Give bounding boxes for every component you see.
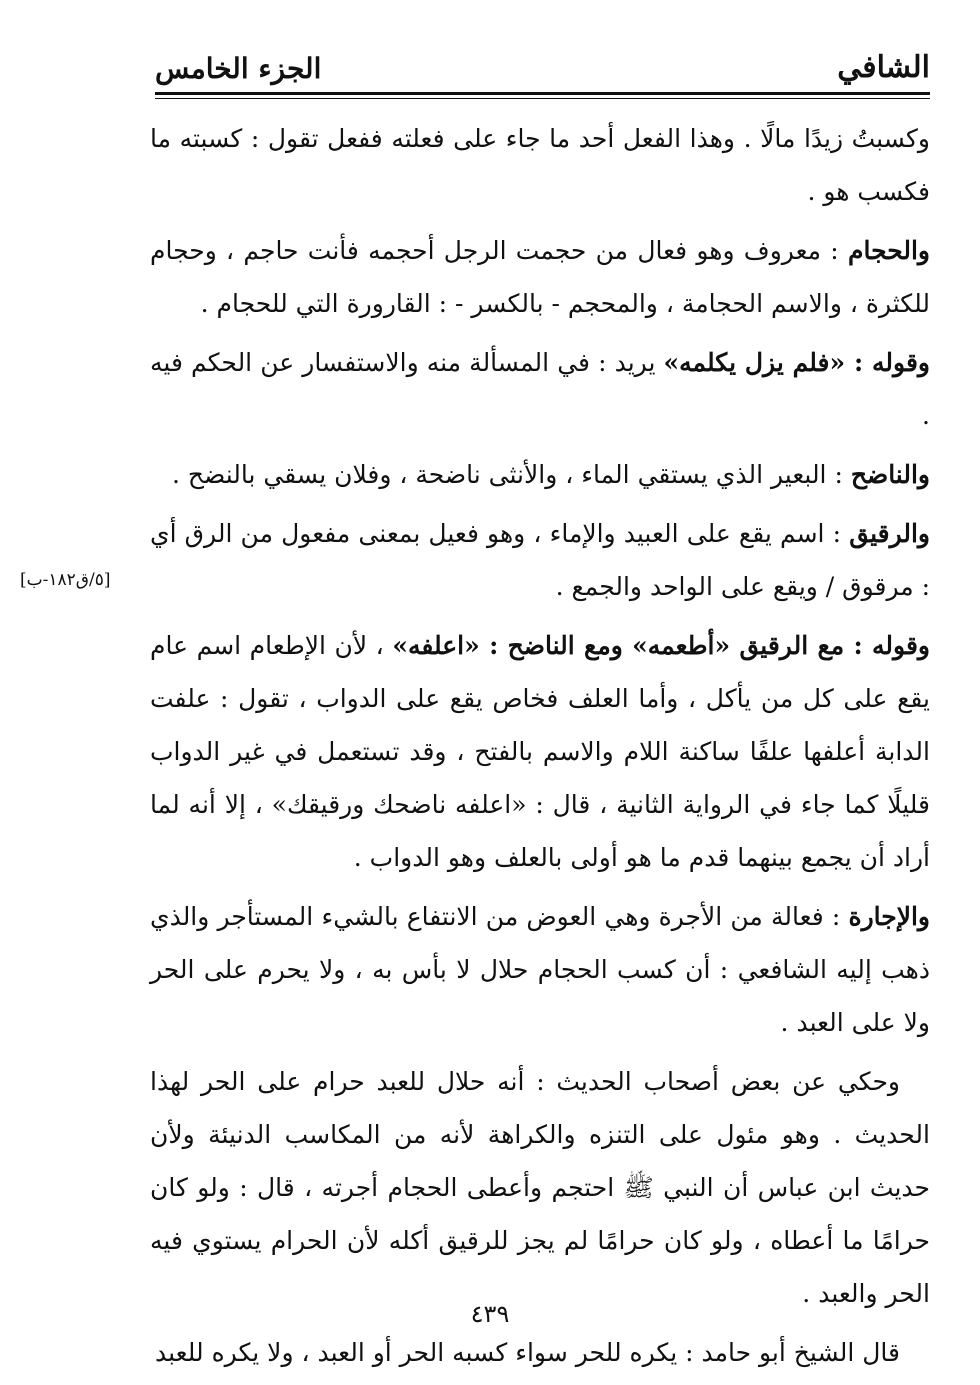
term-raqiq: والرقيق — [849, 519, 930, 548]
paragraph-text: وحكي عن بعض أصحاب الحديث : أنه حلال للعبد حرام على الحر لهذا الحديث . وهو مئول على التنزه والكراهة لأنه من المكاسب الدنيئة ولأن حديث ابن عباس أن النبي ﷺ احتجم وأعطى الحجام أجرته ، قال : ولو كان حرامًا ما أعطاه ، ولو كان حرامًا لم يجز للرقيق أكله لأن الحرام يستوي فيه الحر والعبد . — [150, 1067, 930, 1308]
term-ijara: والإجارة — [848, 902, 930, 931]
paragraph-ijara — [150, 890, 930, 1049]
manuscript-folio-reference: [٥/ق١٨٢-ب] — [20, 570, 111, 590]
paragraph-text: وكسبتُ زيدًا مالًا . وهذا الفعل أحد ما جاء على فعلته ففعل تقول : كسبته ما فكسب هو . — [150, 124, 930, 206]
paragraph-text: : معروف وهو فعال من حجمت الرجل أحجمه فأنت حاجم ، وحجام للكثرة ، والاسم الحجامة ، والمحجم - بالكسر - : القارورة التي للحجام . — [150, 236, 930, 318]
header-rule-thick — [155, 92, 930, 95]
header-rule-thin — [155, 98, 930, 99]
paragraph-text: يريد : في المسألة منه والاستفسار عن الحكم فيه . — [150, 348, 930, 430]
page-number: ٤٣٩ — [470, 1300, 510, 1328]
paragraph-yukallimuhu — [150, 336, 930, 442]
paragraph-text: ، لأن الإطعام اسم عام يقع على كل من يأكل ، وأما العلف فخاص يقع على الدواب ، تقول : علفت الدابة أعلفها علفًا ساكنة اللام والاسم بالفتح ، وقد تستعمل في غير الدواب قليلًا كما جاء في الرواية الثانية ، قال : «اعلفه ناضحك ورقيقك» ، إلا أنه لما أراد أن يجمع بينهما قدم ما هو أولى بالعلف وهو الدواب . — [150, 631, 930, 872]
main-text — [150, 112, 930, 1385]
paragraph-hukiya — [150, 1055, 930, 1320]
paragraph-text: قال الشيخ أبو حامد : يكره للحر سواء كسبه الحر أو العبد ، ولا يكره للعبد — [155, 1338, 900, 1367]
paragraph-kasb — [150, 112, 930, 218]
term-yukallimuhu: وقوله : «فلم يزل يكلمه» — [663, 348, 930, 377]
page-header — [155, 40, 930, 92]
term-atimhu: وقوله : مع الرقيق «أطعمه» ومع الناضح : «اعلفه» — [392, 631, 930, 660]
paragraph-abu-hamid — [150, 1326, 930, 1379]
paragraph-text: : البعير الذي يستقي الماء ، والأنثى ناضحة ، وفلان يسقي بالنضح . — [172, 460, 851, 489]
paragraph-text: : فعالة من الأجرة وهي العوض من الانتفاع بالشيء المستأجر والذي ذهب إليه الشافعي : أن كسب الحجام حلال لا بأس به ، ولا يحرم على الحر ولا على العبد . — [150, 902, 930, 1037]
paragraph-raqiq — [150, 507, 930, 613]
book-title: الشافي — [837, 50, 930, 85]
term-hajjam: والحجام — [847, 236, 930, 265]
paragraph-atimhu — [150, 619, 930, 884]
paragraph-text: : اسم يقع على العبيد والإماء ، وهو فعيل بمعنى مفعول من الرق أي : مرقوق / ويقع على الواحد والجمع . — [150, 519, 930, 601]
term-nadih: والناضح — [850, 460, 930, 489]
paragraph-hajjam — [150, 224, 930, 330]
paragraph-nadih — [150, 448, 930, 501]
part-title: الجزء الخامس — [155, 52, 322, 85]
